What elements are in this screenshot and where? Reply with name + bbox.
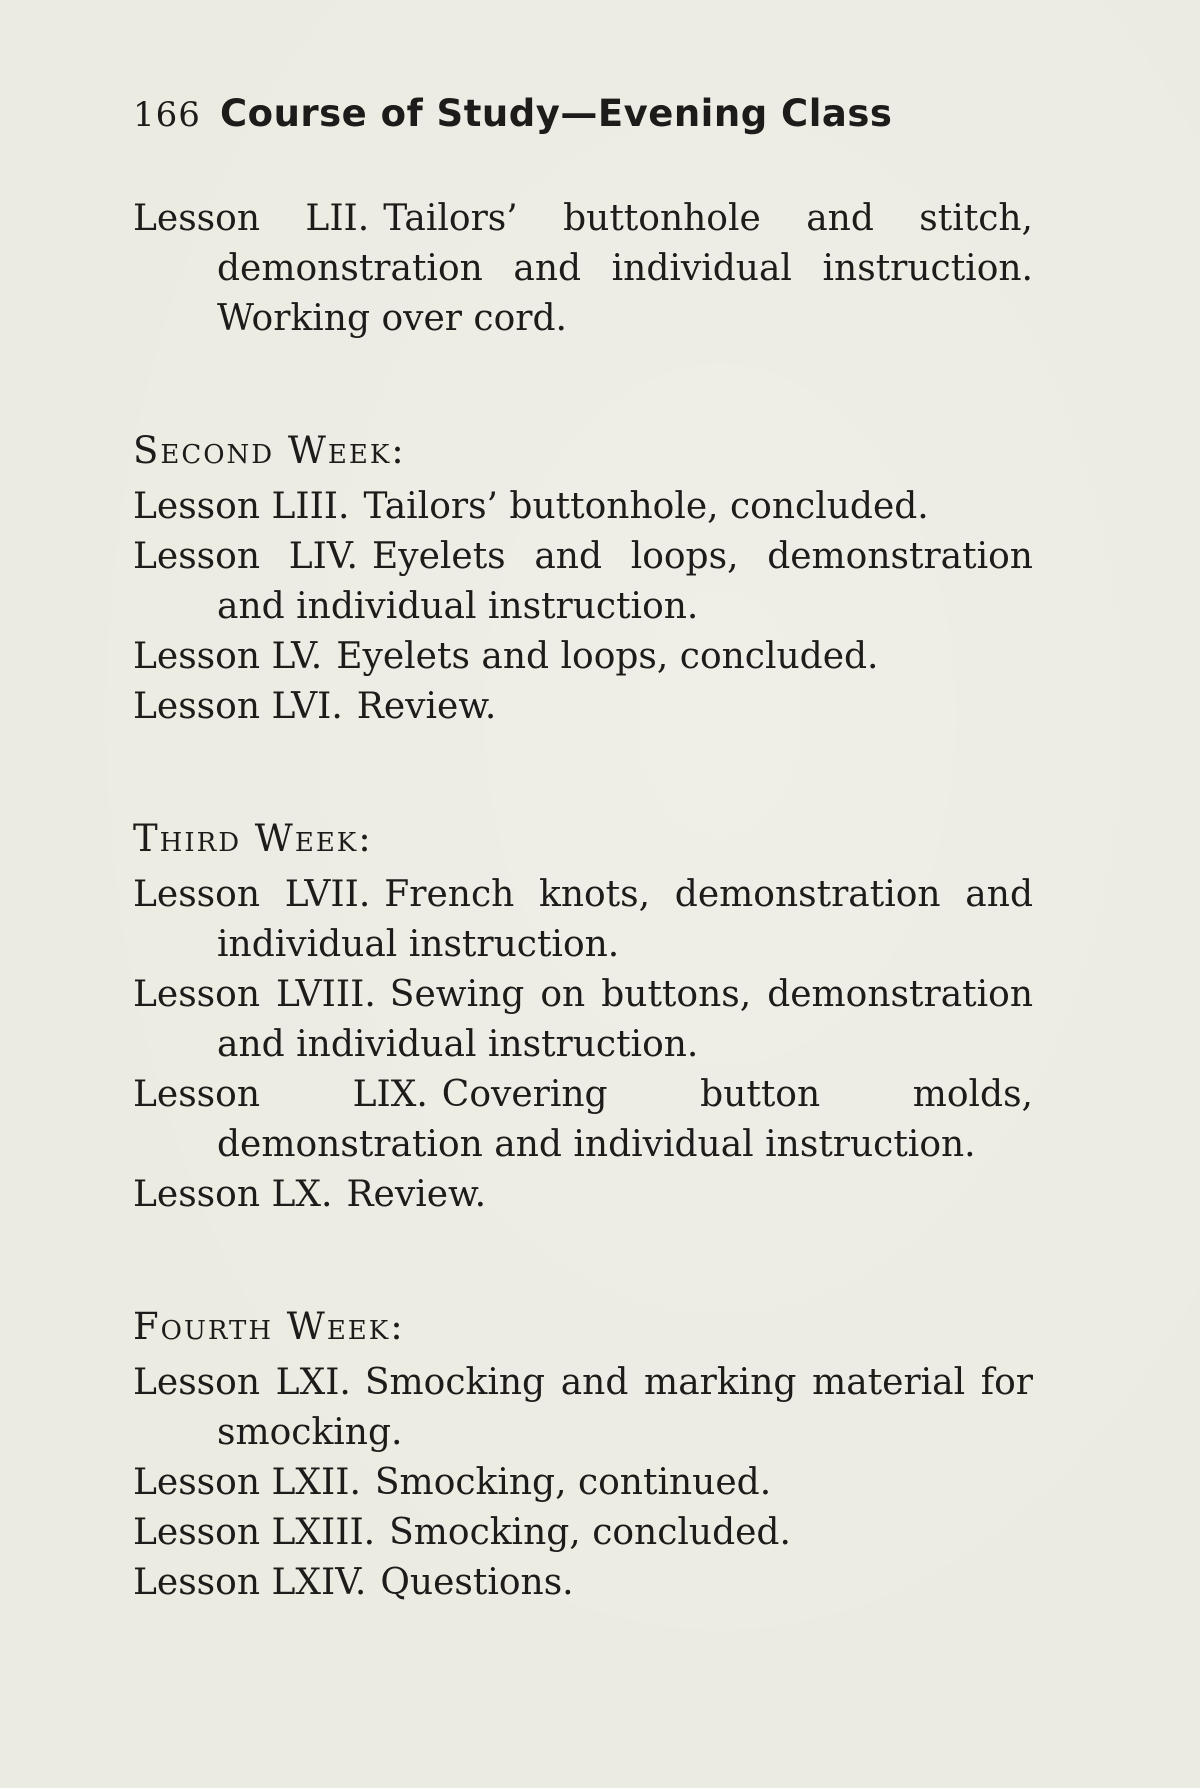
lesson-entry <box>133 1170 1033 1220</box>
lesson-entry <box>133 1358 1033 1458</box>
lesson-number: Lesson LXII. <box>133 1462 361 1503</box>
week-heading: Fourth Week: <box>133 1305 405 1348</box>
lesson-text: Review. <box>356 686 497 727</box>
page-content <box>133 194 1033 1608</box>
lesson-entry <box>133 482 1033 532</box>
lesson-number: Lesson LIII. <box>133 486 350 527</box>
lesson-entry <box>133 532 1033 632</box>
lesson-number: Lesson LVII. <box>133 874 371 915</box>
lesson-text: Covering button molds, demonstration and individual instruction. <box>217 1074 1034 1165</box>
lesson-number: Lesson LXI. <box>133 1362 351 1403</box>
lesson-number: Lesson LII. <box>133 198 370 239</box>
lesson-entry <box>133 682 1033 732</box>
lesson-number: Lesson LIX. <box>133 1074 428 1115</box>
lesson-number: Lesson LV. <box>133 636 323 677</box>
lesson-text: Smocking, concluded. <box>389 1512 791 1553</box>
lesson-text: Eyelets and loops, concluded. <box>336 636 879 677</box>
lesson-entry <box>133 1558 1033 1608</box>
lesson-text: Tailors’ buttonhole and stitch, demonstration and individual instruction. Working over cord. <box>217 198 1033 339</box>
lesson-text: Smocking and marking material for smocking. <box>217 1362 1033 1453</box>
lesson-number: Lesson LIV. <box>133 536 358 577</box>
lesson-text: Sewing on buttons, demonstration and individual instruction. <box>217 974 1033 1065</box>
week-heading: Second Week: <box>133 429 406 472</box>
lesson-number: Lesson LVIII. <box>133 974 376 1015</box>
page-header <box>133 92 892 135</box>
lesson-text: French knots, demonstration and individual instruction. <box>217 874 1034 965</box>
lesson-entry <box>133 632 1033 682</box>
lesson-entry <box>133 870 1033 970</box>
lesson-number: Lesson LVI. <box>133 686 343 727</box>
lesson-text: Tailors’ buttonhole, concluded. <box>363 486 929 527</box>
lesson-text: Eyelets and loops, demonstration and individual instruction. <box>217 536 1033 627</box>
lesson-entry <box>133 1458 1033 1508</box>
lesson-number: Lesson LX. <box>133 1174 333 1215</box>
lesson-entry <box>133 194 1033 344</box>
lesson-text: Smocking, continued. <box>374 1462 772 1503</box>
page-number: 166 <box>133 95 201 135</box>
lesson-number: Lesson LXIII. <box>133 1512 376 1553</box>
week-heading: Third Week: <box>133 817 373 860</box>
running-title: Course of Study—Evening Class <box>220 92 893 135</box>
lesson-entry <box>133 970 1033 1070</box>
lesson-number: Lesson LXIV. <box>133 1562 367 1603</box>
lesson-entry <box>133 1070 1033 1170</box>
lesson-entry <box>133 1508 1033 1558</box>
lesson-text: Questions. <box>380 1562 574 1603</box>
lesson-text: Review. <box>346 1174 487 1215</box>
